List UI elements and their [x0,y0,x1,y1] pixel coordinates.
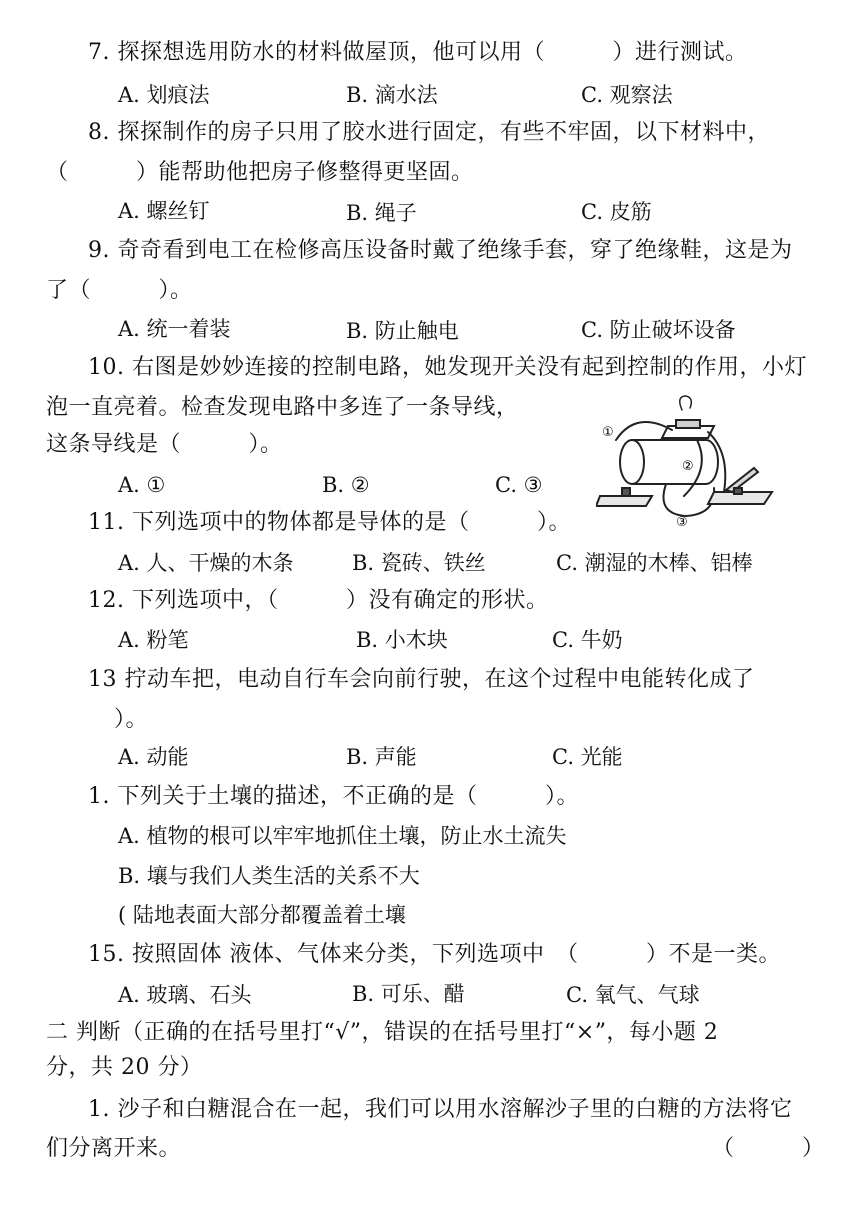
q7-option-b[interactable]: B. 滴水法 [346,83,438,107]
q13-stem-line2: ）。 [114,707,149,732]
circuit-diagram [596,392,782,532]
q9-option-c[interactable]: C. 防止破坏设备 [581,318,736,342]
q13-option-c[interactable]: C. 光能 [552,745,623,769]
q9-option-a[interactable]: A. 统一着装 [118,317,231,341]
q10-stem-line1: 10. 右图是妙妙连接的控制电路，她发现开关没有起到控制的作用，小灯 [88,355,807,380]
q8-option-b[interactable]: B. 绳子 [346,201,417,225]
q15-option-b[interactable]: B. 可乐、醋 [352,982,465,1006]
q8-stem-line2: （ ）能帮助他把房子修整得更坚固。 [46,160,474,185]
q13-stem-line1: 13 拧动车把，电动自行车会向前行驶，在这个过程中电能转化成了 [88,667,755,692]
q10-option-b[interactable]: B. ② [322,473,370,497]
q12-option-b[interactable]: B. 小木块 [356,628,448,652]
section2-heading-line2: 分，共 20 分） [46,1055,203,1080]
bulb-icon [680,396,692,410]
q14-option-a[interactable]: A. 植物的根可以牢牢地抓住土壤，防止水土流失 [118,824,567,848]
q14-option-b[interactable]: B. 壤与我们人类生活的关系不大 [118,864,420,888]
q13-option-a[interactable]: A. 动能 [118,745,189,769]
q11-option-b[interactable]: B. 瓷砖、铁丝 [352,551,486,575]
q12-option-a[interactable]: A. 粉笔 [118,628,189,652]
q9-option-b[interactable]: B. 防止触电 [346,319,459,343]
q14-option-c[interactable]: ( 陆地表面大部分都覆盖着土壤 [118,903,406,927]
q14-stem: 1. 下列关于土壤的描述，不正确的是（ ）。 [88,784,579,809]
q12-stem: 12. 下列选项中，（ ）没有确定的形状。 [88,588,549,613]
q7-option-c[interactable]: C. 观察法 [581,83,673,107]
q9-stem-line2: 了（ ）。 [46,278,193,303]
wire-label-3: ③ [676,515,688,530]
q15-stem: 15. 按照固体 液体、气体来分类，下列选项中 （ ）不是一类。 [88,942,781,967]
q11-option-a[interactable]: A. 人、干燥的木条 [118,551,294,575]
j1-line2: 们分离开来。 [46,1136,182,1161]
q8-option-a[interactable]: A. 螺丝钉 [118,199,210,223]
q10-option-c[interactable]: C. ③ [495,473,543,497]
q10-stem-line3: 这条导线是（ ）。 [46,432,283,457]
q11-option-c[interactable]: C. 潮湿的木棒、铝棒 [556,551,753,575]
q12-option-c[interactable]: C. 牛奶 [552,628,623,652]
j1-line1: 1. 沙子和白糖混合在一起，我们可以用水溶解沙子里的白糖的方法将它 [88,1097,793,1122]
wire-label-1: ① [602,425,614,440]
q9-stem-line1: 9. 奇奇看到电工在检修高压设备时戴了绝缘手套，穿了绝缘鞋，这是为 [88,238,793,263]
q11-stem: 11. 下列选项中的物体都是导体的是（ ）。 [88,510,571,535]
j1-answer-blank[interactable]: （ ） [712,1136,825,1161]
section2-heading-line1: 二 判断（正确的在括号里打“√”，错误的在括号里打“×”，每小题 2 [46,1020,719,1045]
q7-option-a[interactable]: A. 划痕法 [118,83,210,107]
q7-stem: 7. 探探想选用防水的材料做屋顶，他可以用（ ）进行测试。 [88,40,748,65]
q10-option-a[interactable]: A. ① [118,473,166,497]
q13-option-b[interactable]: B. 声能 [346,745,417,769]
q15-option-a[interactable]: A. 玻璃、石头 [118,983,252,1007]
q15-option-c[interactable]: C. 氧气、气球 [566,983,700,1007]
q8-option-c[interactable]: C. 皮筋 [581,200,652,224]
q10-stem-line2: 泡一直亮着。检查发现电路中多连了一条导线， [46,395,519,420]
q8-stem-line1: 8. 探探制作的房子只用了胶水进行固定，有些不牢固，以下材料中， [88,120,770,145]
wire-label-2: ② [682,459,694,474]
